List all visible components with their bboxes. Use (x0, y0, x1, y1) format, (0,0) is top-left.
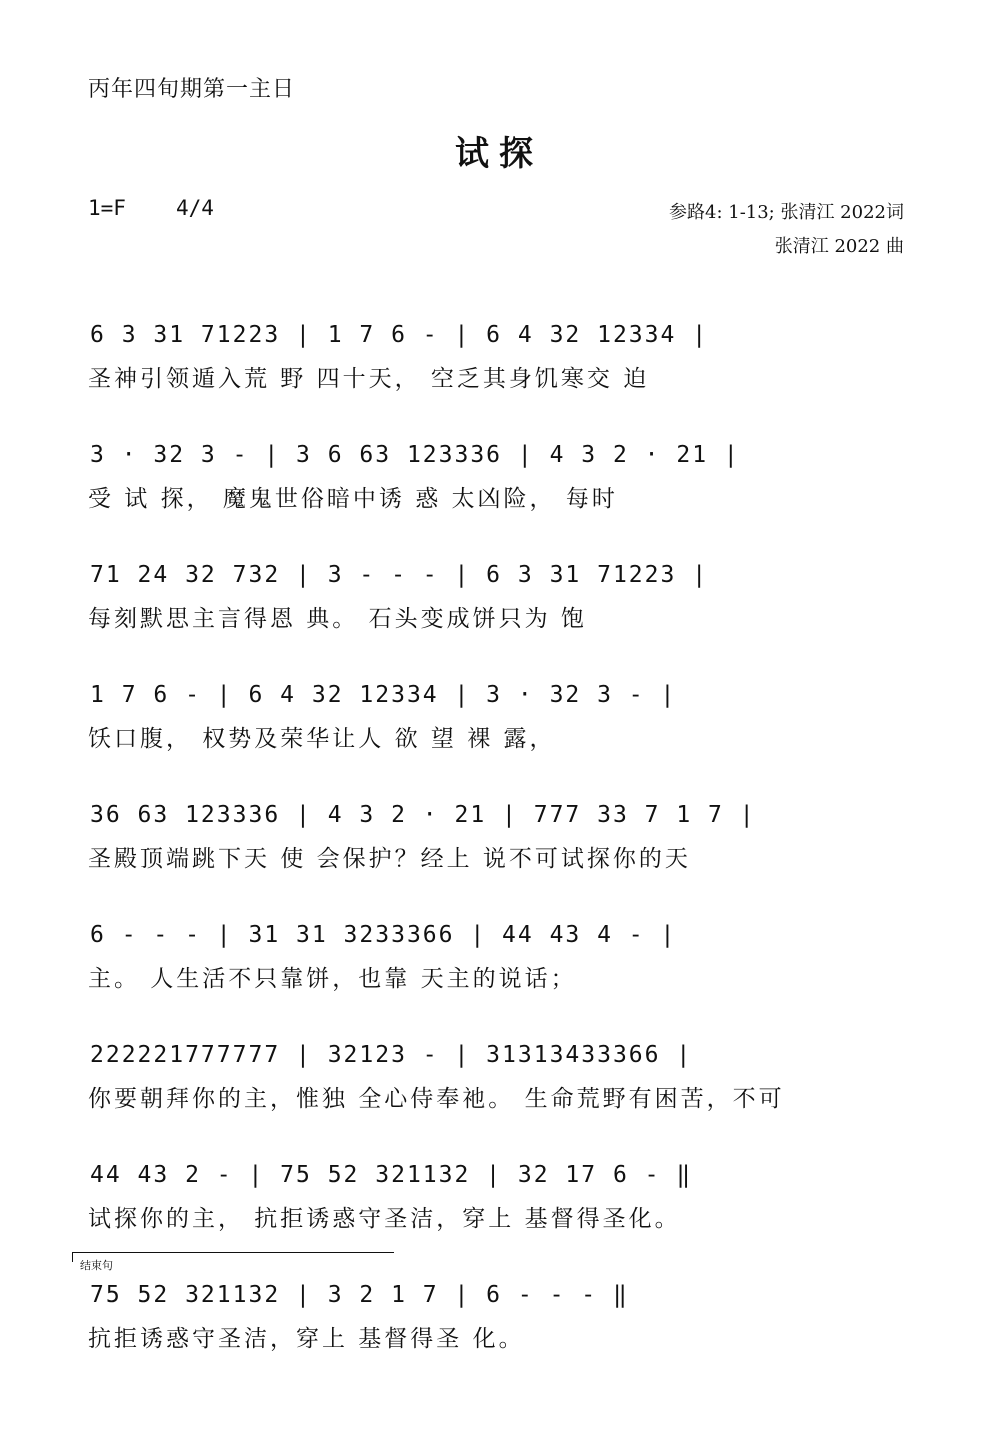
score-row-5-notes: 36 63 123336 | 4 3 2 · 21 | 777 33 7 1 7 | (90, 802, 756, 828)
coda-bracket (72, 1252, 394, 1253)
lyricist-credit: 参路4: 1-13; 张清江 2022词 (669, 202, 904, 223)
score-row-6-lyrics: 主。 人生活不只靠饼，也靠 天主的说话； (88, 966, 577, 992)
key-signature: 1=F (88, 196, 126, 220)
score-row-8-notes: 44 43 2 - | 75 52 321132 | 32 17 6 - ‖ (90, 1162, 693, 1188)
score-row-1-notes: 6 3 31 71223 | 1 7 6 - | 6 4 32 12334 | (90, 322, 709, 348)
coda-row-notes: 75 52 321132 | 3 2 1 7 | 6 - - - ‖ (90, 1282, 629, 1308)
score-row-2-notes: 3 · 32 3 - | 3 6 63 123336 | 4 3 2 · 21 | (90, 442, 740, 468)
score-row-1-lyrics: 圣神引领遁入荒 野 四十天， 空乏其身饥寒交 迫 (88, 366, 650, 392)
score-row-3-notes: 71 24 32 732 | 3 - - - | 6 3 31 71223 | (90, 562, 709, 588)
score-row-4-lyrics: 饫口腹， 权势及荣华让人 欲 望 裸 露， (88, 726, 556, 752)
coda-row-lyrics: 抗拒诱惑守圣洁，穿上 基督得圣 化。 (88, 1326, 525, 1352)
score-row-6-notes: 6 - - - | 31 31 3233366 | 44 43 4 - | (90, 922, 677, 948)
coda-label: 结束句 (80, 1259, 113, 1272)
composer-credit: 张清江 2022 曲 (774, 236, 904, 257)
score-row-8-lyrics: 试探你的主， 抗拒诱惑守圣洁，穿上 基督得圣化。 (88, 1206, 681, 1232)
score-row-2-lyrics: 受 试 探， 魔鬼世俗暗中诱 惑 太凶险， 每时 (88, 486, 618, 512)
time-signature: 4/4 (176, 196, 214, 220)
coda-bracket-tick (72, 1252, 73, 1262)
score-row-7-lyrics: 你要朝拜你的主，惟独 全心侍奉祂。 生命荒野有困苦，不可 (88, 1086, 785, 1112)
score-row-5-lyrics: 圣殿顶端跳下天 使 会保护？经上 说不可试探你的天 (88, 846, 691, 872)
song-title: 试探 (455, 134, 543, 174)
score-row-7-notes: 222221777777 | 32123 - | 31313433366 | (90, 1042, 693, 1068)
occasion-label: 丙年四旬期第一主日 (88, 77, 296, 102)
score-row-3-lyrics: 每刻默思主言得恩 典。 石头变成饼只为 饱 (88, 606, 587, 632)
score-row-4-notes: 1 7 6 - | 6 4 32 12334 | 3 · 32 3 - | (90, 682, 677, 708)
